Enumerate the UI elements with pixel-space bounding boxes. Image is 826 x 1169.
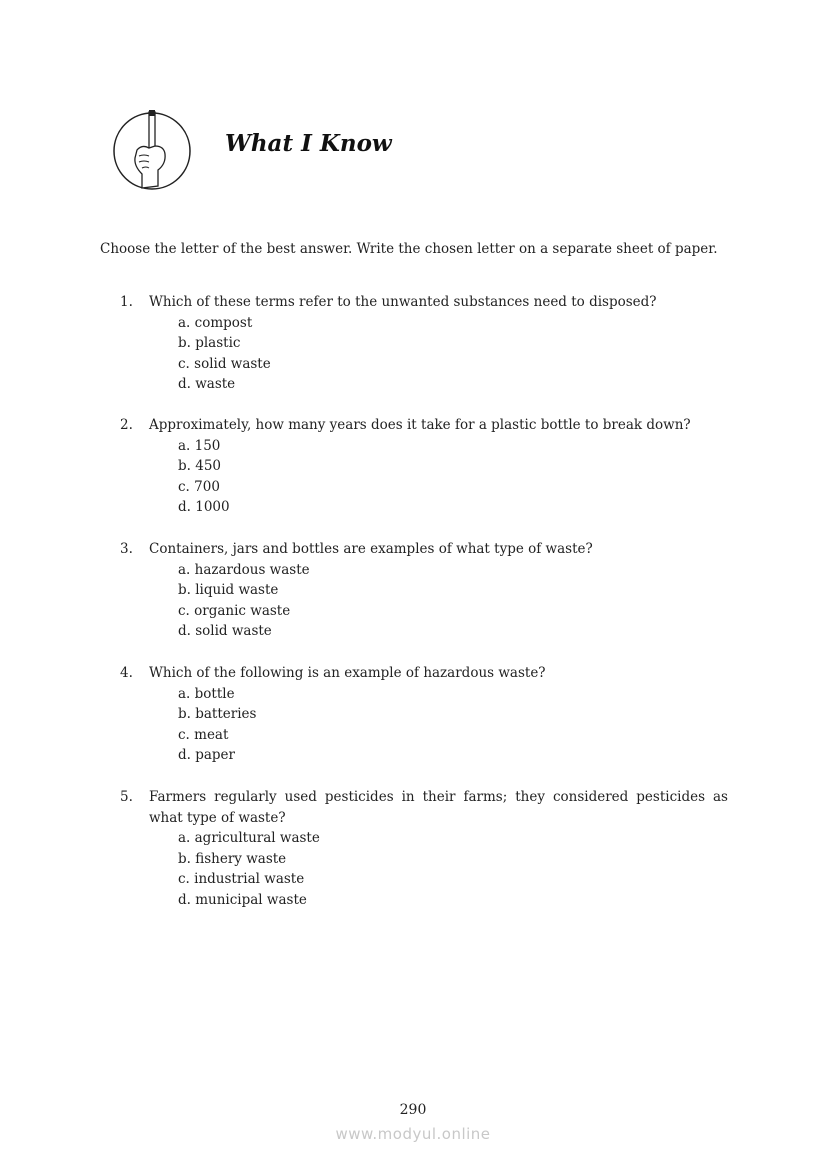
- question-number: 4.: [120, 665, 133, 681]
- option: a. bottle: [178, 685, 235, 702]
- option: b. 450: [178, 458, 221, 475]
- question-4: [100, 663, 728, 766]
- option: c. organic waste: [178, 602, 291, 619]
- question-5: [100, 787, 728, 911]
- option: d. 1000: [178, 499, 230, 516]
- option: a. agricultural waste: [178, 830, 320, 847]
- option: c. solid waste: [178, 355, 271, 372]
- question-text: Farmers regularly used pesticides in their farms; they considered pesticides as what type of waste?: [149, 789, 728, 826]
- option: d. municipal waste: [178, 891, 307, 908]
- question-number: 1.: [120, 294, 133, 310]
- hand-holding-pencil-icon: [112, 108, 192, 192]
- option: c. industrial waste: [178, 871, 305, 888]
- option: b. plastic: [178, 335, 241, 352]
- option: c. 700: [178, 478, 220, 495]
- section-title: What I Know: [225, 130, 392, 157]
- question-text: Which of the following is an example of hazardous waste?: [149, 665, 546, 681]
- question-1: [100, 292, 728, 395]
- question-number: 2.: [120, 417, 133, 433]
- option: b. liquid waste: [178, 582, 279, 599]
- option: c. meat: [178, 726, 229, 743]
- watermark: www.modyul.online: [335, 1125, 491, 1143]
- question-text: Approximately, how many years does it take for a plastic bottle to break down?: [149, 417, 691, 433]
- question-number: 5.: [120, 789, 133, 805]
- option: b. batteries: [178, 706, 257, 723]
- option: d. paper: [178, 747, 235, 764]
- option: d. waste: [178, 376, 236, 393]
- question-3: [100, 539, 728, 642]
- option: b. fishery waste: [178, 850, 287, 867]
- option: a. 150: [178, 437, 221, 454]
- question-number: 3.: [120, 541, 133, 557]
- page-number: 290: [399, 1102, 427, 1118]
- option: d. solid waste: [178, 623, 272, 640]
- option: a. hazardous waste: [178, 561, 310, 578]
- question-text: Which of these terms refer to the unwanted substances need to disposed?: [149, 294, 657, 310]
- question-text: Containers, jars and bottles are examples of what type of waste?: [149, 541, 593, 557]
- instructions: Choose the letter of the best answer. Write the chosen letter on a separate sheet of paper.: [100, 241, 718, 257]
- question-2: [100, 415, 728, 518]
- option: a. compost: [178, 314, 253, 331]
